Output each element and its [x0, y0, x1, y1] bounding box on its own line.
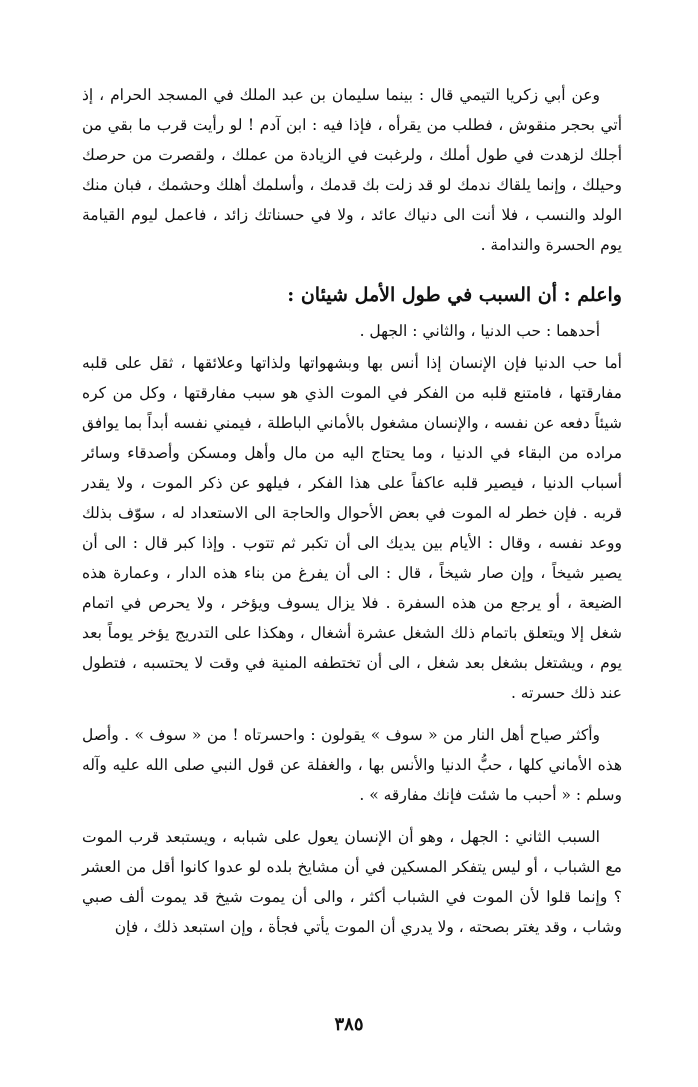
paragraph-gap — [82, 708, 622, 720]
section-heading: واعلم : أن السبب في طول الأمل شيئان : — [287, 284, 622, 306]
paragraph-abu-zakariya: وعن أبي زكريا التيمي قال : بينما سليمان بن عبد الملك في المسجد الحرام ، إذ أتي بحجر منقوش ، فطلب من يقرأه ، فإذا فيه : ابن آدم ! لو رأيت قرب ما بقي من أجلك لزهدت في طول أملك ، ولرغبت في الزيادة من عملك ، ولقصرت من حرصك وحيلك ، وإنما يلقاك ندمك لو قد زلت بك قدمك ، وأسلمك أهلك وحشمك ، فبان منك الولد والنسب ، فلا أنت الى دنياك عائد ، ولا في حسناتك زائد ، فاعمل ليوم القيامة يوم الحسرة والندامة . — [82, 86, 622, 254]
paragraph-love-of-world: أما حب الدنيا فإن الإنسان إذا أنس بها وبشهواتها ولذاتها وعلائقها ، ثقل على قلبه مفارقتها ، فامتنع قلبه من الفكر في الموت الذي هو سبب مفارقتها ، وكل من كره شيئاً دفعه عن نفسه ، والإنسان مشغول بالأماني الباطلة ، فيمني نفسه أبداً بما يوافق مراده من البقاء في الدنيا ، وما يحتاج اليه من مال وأهل ومسكن وأصدقاء وسائر أسباب الدنيا ، فيصير قلبه عاكفاً على هذا الفكر ، فيلهو عن ذكر الموت ، ولا يقدر قربه . فإن خطر له الموت في بعض الأحوال والحاجة الى الاستعداد له ، سوّف بذلك ووعد نفسه ، وقال : الأيام بين يديك الى أن تكبر ثم تتوب . وإذا كبر قال : الى أن يصير شيخاً ، وإن صار شيخاً ، قال : الى أن يفرغ من بناء هذه الدار ، وعمارة هذه الضيعة ، أو يرجع من هذه السفرة . فلا يزال يسوف ويؤخر ، ولا يحرص في اتمام شغل إلا ويتعلق باتمام ذلك الشغل عشرة أشغال ، وهكذا على التدريج يؤخر يوماً بعد يوم ، ويشتغل بشغل بعد شغل ، الى أن تختطفه المنية في وقت لا يحتسبه ، فتطول عند ذلك حسرته . — [82, 354, 622, 702]
paragraph-sawfa: وأكثر صياح أهل النار من « سوف » يقولون : واحسرتاه ! من « سوف » . وأصل هذه الأماني كلها ، حبُّ الدنيا والأنس بها ، والغفلة عن قول النبي صلى الله عليه وآله وسلم : « أحبب ما شئت فإنك مفارقه » . — [82, 726, 622, 804]
paragraph-ignorance: السبب الثاني : الجهل ، وهو أن الإنسان يعول على شبابه ، ويستبعد قرب الموت مع الشباب ، أو ليس يتفكر المسكين في أن مشايخ بلده لو عدوا كانوا أقل من العشر ؟ وإنما قلوا لأن الموت في الشباب أكثر ، والى أن يموت شيخ قد يموت ألف صبي وشاب ، وقد يغتر بصحته ، ولا يدري أن الموت يأتي فجأة ، وإن استبعد ذلك ، فإن — [82, 828, 622, 936]
section-subheading: أحدهما : حب الدنيا ، والثاني : الجهل . — [359, 322, 600, 340]
page-number: ٣٨٥ — [334, 1014, 364, 1035]
paragraph-gap — [82, 810, 622, 822]
